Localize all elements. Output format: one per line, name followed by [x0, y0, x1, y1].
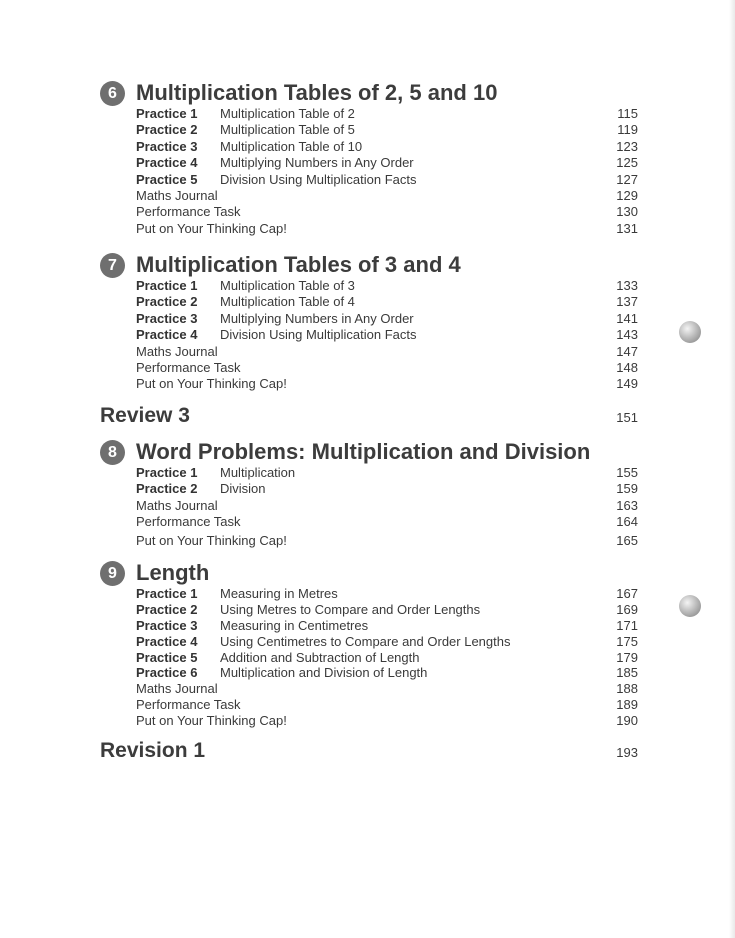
practice-label: Practice 5: [136, 649, 198, 665]
page-number: 151: [616, 410, 638, 425]
chapter-6: [100, 80, 640, 237]
page-number: 169: [616, 601, 638, 617]
extra-title: Maths Journal: [136, 187, 218, 203]
toc-row: [100, 344, 640, 360]
page-number: 115: [617, 106, 638, 121]
practice-label: Practice 2: [136, 481, 198, 497]
practice-title: Addition and Subtraction of Length: [220, 649, 420, 665]
toc-row: [100, 204, 640, 220]
practice-label: Practice 3: [136, 617, 198, 633]
toc-row: [100, 360, 640, 376]
page-number: 130: [616, 204, 638, 220]
chapter-title: Multiplication Tables of 2, 5 and 10: [136, 80, 498, 105]
page-number: 175: [616, 633, 638, 649]
page-number: 163: [616, 497, 638, 513]
chapter-number-badge: 6: [100, 81, 125, 106]
practice-label: Practice 1: [136, 586, 198, 601]
practice-title: Multiplication Table of 3: [220, 278, 355, 293]
practice-label: Practice 6: [136, 665, 198, 681]
toc-row: [100, 155, 640, 171]
toc-row: [100, 311, 640, 327]
chapter-title: Multiplication Tables of 3 and 4: [136, 252, 461, 277]
page-number: 133: [616, 278, 638, 293]
practice-title: Multiplying Numbers in Any Order: [220, 155, 414, 171]
page-number: 159: [616, 481, 638, 497]
toc-row: [100, 465, 640, 481]
toc-row: [100, 618, 640, 634]
page-number: 147: [616, 343, 638, 359]
page-number: 129: [616, 187, 638, 203]
extra-title: Performance Task: [136, 359, 241, 375]
page-number: 125: [616, 155, 638, 171]
toc-row: [100, 650, 640, 666]
practice-title: Measuring in Metres: [220, 586, 338, 601]
practice-title: Using Centimetres to Compare and Order Lengths: [220, 633, 511, 649]
binder-hole-icon: [679, 595, 701, 617]
practice-label: Practice 2: [136, 294, 198, 310]
toc-row: [100, 188, 640, 204]
page-number: 141: [616, 310, 638, 326]
page-number: 131: [616, 220, 638, 236]
chapter-number-badge: 8: [100, 440, 125, 465]
page-number: 190: [616, 713, 638, 729]
practice-label: Practice 4: [136, 633, 198, 649]
chapter-number-badge: 7: [100, 253, 125, 278]
toc-row: [100, 481, 640, 497]
page-number: 155: [616, 465, 638, 480]
page-number: 167: [616, 586, 638, 601]
binder-hole-icon: [679, 321, 701, 343]
chapter-title: Length: [136, 560, 210, 585]
extra-title: Put on Your Thinking Cap!: [136, 713, 287, 729]
chapter-7: [100, 252, 640, 393]
toc-row: [100, 172, 640, 188]
chapter-number-badge: 9: [100, 561, 125, 586]
practice-title: Using Metres to Compare and Order Lengths: [220, 601, 481, 617]
practice-title: Multiplication and Division of Length: [220, 665, 428, 681]
chapter-9: [100, 560, 640, 729]
chapter-title: Word Problems: Multiplication and Division: [136, 439, 591, 464]
page-number: 189: [616, 697, 638, 713]
review-title: Review 3: [100, 404, 190, 427]
practice-label: Practice 2: [136, 601, 198, 617]
extra-title: Performance Task: [136, 204, 241, 220]
practice-title: Division Using Multiplication Facts: [220, 327, 417, 343]
review-entry: [100, 403, 640, 429]
page-number: 137: [616, 294, 638, 310]
extra-title: Performance Task: [136, 514, 241, 530]
toc-row: [100, 697, 640, 713]
page-number: 165: [616, 532, 638, 548]
page-number: 193: [616, 745, 638, 760]
page-number: 188: [616, 681, 638, 697]
revision-title: Revision 1: [100, 739, 206, 762]
toc-row: [100, 139, 640, 155]
practice-label: Practice 4: [136, 327, 198, 343]
revision-entry: [100, 738, 640, 764]
extra-title: Maths Journal: [136, 681, 218, 697]
page-number: 148: [616, 359, 638, 375]
extra-title: Put on Your Thinking Cap!: [136, 376, 287, 392]
toc-row: [100, 514, 640, 530]
page-number: 164: [616, 514, 638, 530]
practice-label: Practice 1: [136, 465, 198, 480]
toc-row: [100, 713, 640, 729]
toc-row: [100, 498, 640, 514]
page-number: 179: [616, 649, 638, 665]
chapter-heading: [100, 80, 640, 106]
practice-title: Multiplication Table of 2: [220, 106, 355, 121]
toc-row: [100, 681, 640, 697]
toc-row: [100, 221, 640, 237]
practice-label: Practice 5: [136, 171, 198, 187]
practice-label: Practice 3: [136, 138, 198, 154]
practice-title: Multiplication Table of 4: [220, 294, 355, 310]
practice-label: Practice 2: [136, 122, 198, 138]
page-number: 185: [616, 665, 638, 681]
toc-row: [100, 294, 640, 310]
extra-title: Maths Journal: [136, 343, 218, 359]
practice-title: Multiplication: [220, 465, 296, 480]
practice-title: Measuring in Centimetres: [220, 617, 369, 633]
toc-row: [100, 586, 640, 602]
page-number: 123: [616, 138, 638, 154]
toc-row: [100, 106, 640, 122]
practice-label: Practice 4: [136, 155, 198, 171]
page-edge-shadow: [729, 0, 735, 938]
toc-row: [100, 122, 640, 138]
page-number: 143: [616, 327, 638, 343]
chapter-heading: [100, 439, 640, 465]
toc-row: [100, 278, 640, 294]
toc-row: [100, 634, 640, 650]
practice-label: Practice 3: [136, 310, 198, 326]
practice-title: Division Using Multiplication Facts: [220, 171, 417, 187]
practice-title: Multiplication Table of 5: [220, 122, 355, 138]
practice-title: Multiplication Table of 10: [220, 138, 363, 154]
extra-title: Performance Task: [136, 697, 241, 713]
chapter-heading: [100, 252, 640, 278]
extra-title: Put on Your Thinking Cap!: [136, 220, 287, 236]
chapter-heading: [100, 560, 640, 586]
toc-row: [100, 533, 640, 549]
page-number: 149: [616, 376, 638, 392]
chapter-8: [100, 439, 640, 549]
extra-title: Put on Your Thinking Cap!: [136, 532, 287, 548]
extra-title: Maths Journal: [136, 497, 218, 513]
toc-row: [100, 376, 640, 392]
practice-label: Practice 1: [136, 106, 198, 121]
toc-row: [100, 327, 640, 343]
practice-title: Division: [220, 481, 266, 497]
toc-row: [100, 602, 640, 618]
toc-row: [100, 665, 640, 681]
practice-title: Multiplying Numbers in Any Order: [220, 310, 414, 326]
page-number: 119: [617, 122, 638, 138]
practice-label: Practice 1: [136, 278, 198, 293]
page-number: 127: [616, 171, 638, 187]
page-number: 171: [616, 617, 638, 633]
